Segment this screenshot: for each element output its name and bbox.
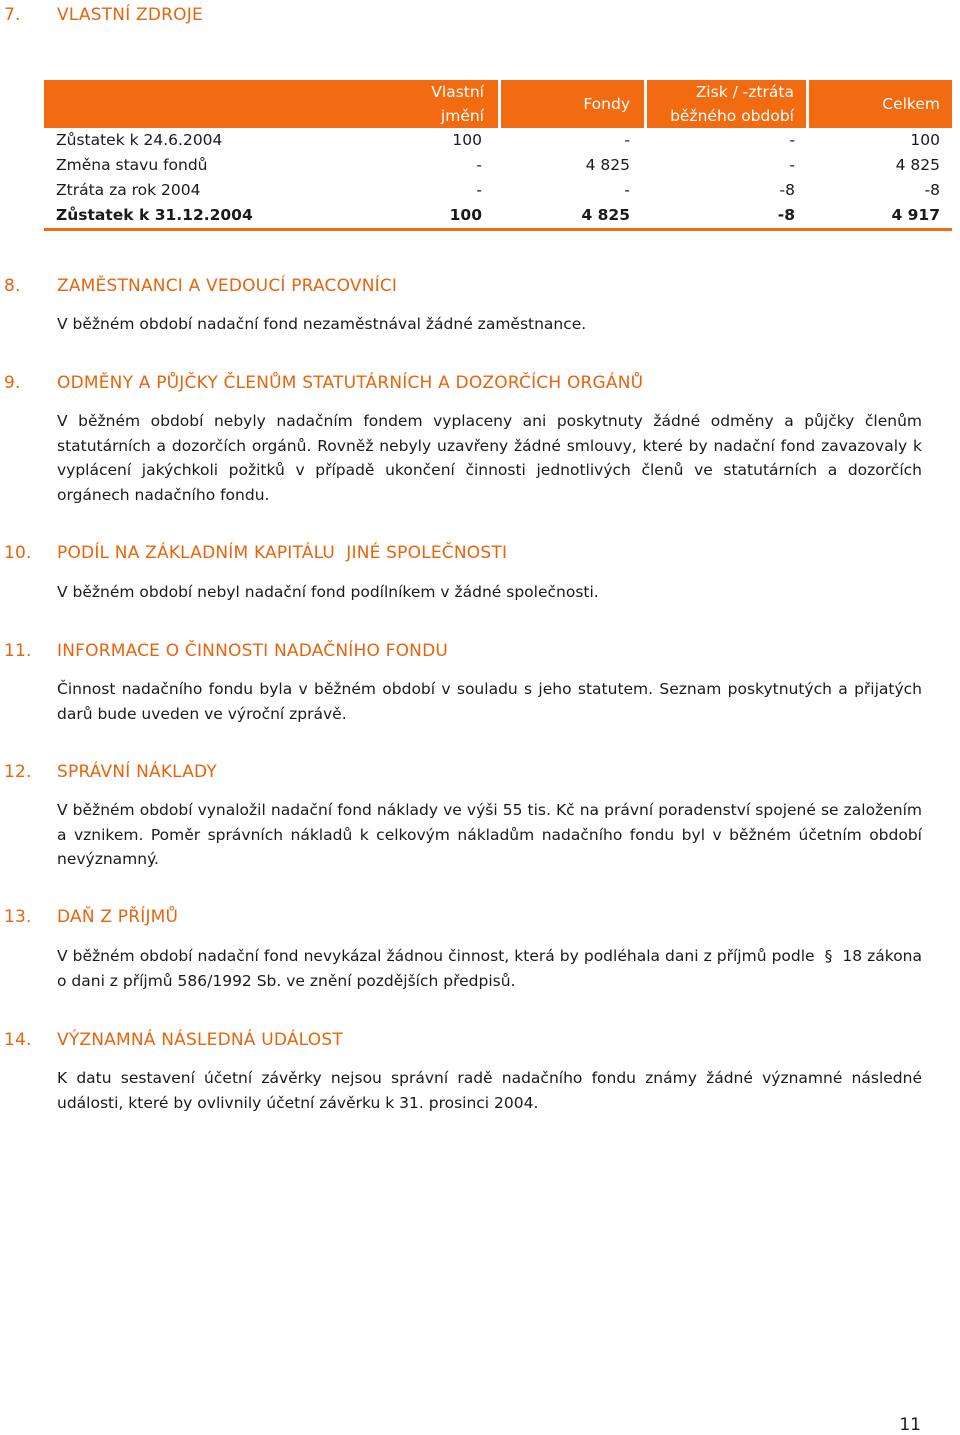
section-number: 7.	[4, 5, 21, 25]
section-10-text: V běžném období nebyl nadační fond podílníkem v žádné společnosti.	[57, 583, 599, 601]
row-label: Změna stavu fondů	[56, 156, 208, 174]
section-13-text	[57, 944, 922, 993]
header-fondy: Fondy	[583, 95, 630, 113]
header-separator	[806, 80, 809, 128]
cell-zisk-ztrata: -	[789, 131, 795, 149]
cell-fondy: 4 825	[585, 156, 630, 174]
cell-celkem: -8	[924, 181, 940, 199]
row-label: Zůstatek k 31.12.2004	[56, 206, 253, 224]
section-number: 11.	[4, 641, 32, 661]
cell-fondy: 4 825	[581, 206, 630, 224]
section-number: 13.	[4, 907, 32, 927]
cell-vlastni-jmeni: -	[476, 156, 482, 174]
section-number: 8.	[4, 276, 21, 296]
header-separator	[498, 80, 501, 128]
section-title: VÝZNAMNÁ NÁSLEDNÁ UDÁLOST	[57, 1030, 343, 1050]
table-header-row	[44, 80, 952, 128]
header-separator	[644, 80, 647, 128]
table-row	[44, 178, 952, 203]
header-celkem: Celkem	[882, 95, 940, 113]
section-title: ODMĚNY A PŮJČKY ČLENŮM STATUTÁRNÍCH A DOZORČÍCH ORGÁNŮ	[57, 373, 644, 393]
row-label: Ztráta za rok 2004	[56, 181, 201, 199]
section-title: VLASTNÍ ZDROJE	[57, 5, 203, 25]
cell-fondy: -	[624, 181, 630, 199]
table-row	[44, 128, 952, 153]
section-number: 14.	[4, 1030, 32, 1050]
section-symbol: §	[824, 947, 833, 965]
cell-celkem: 4 825	[895, 156, 940, 174]
section-title: PODÍL NA ZÁKLADNÍM KAPITÁLU JINÉ SPOLEČNOSTI	[57, 543, 508, 563]
section-number: 12.	[4, 762, 32, 782]
section-13-text-before: V běžném období nadační fond nevykázal žádnou činnost, která by podléhala dani z příjmů podle	[57, 947, 815, 965]
section-title: ZAMĚSTNANCI A VEDOUCÍ PRACOVNÍCI	[57, 276, 398, 296]
cell-vlastni-jmeni: 100	[449, 206, 482, 224]
section-title: SPRÁVNÍ NÁKLADY	[57, 762, 218, 782]
section-number: 9.	[4, 373, 21, 393]
table-body	[44, 128, 952, 228]
section-14-text: K datu sestavení účetní závěrky nejsou správní radě nadačního fondu známy žádné významné následné události, které by ovlivnily účetní závěrku k 31. prosinci 2004.	[57, 1069, 922, 1112]
section-9-text: V běžném období nebyly nadačním fondem vyplaceny ani poskytnuty žádné odměny a půjčky členům statutárních a dozorčích orgánů. Rovněž nebyly uzavřeny žádné smlouvy, které by nadační fond zavazovaly k vyplácení jakýchkoli požitků v případě ukončení činnosti jednotlivých členů ve statutárních a dozorčích orgánech nadačního fondu.	[57, 412, 922, 504]
header-zisk-ztrata: Zisk / -ztráta běžného období	[670, 83, 794, 125]
header-vlastni-jmeni: Vlastní jmění	[431, 83, 484, 125]
table-row-total	[44, 203, 952, 228]
cell-zisk-ztrata: -	[789, 156, 795, 174]
cell-vlastni-jmeni: -	[476, 181, 482, 199]
table-row	[44, 153, 952, 178]
section-13-text-after: 18 zákona o dani z příjmů 586/1992 Sb. ve znění pozdějších předpisů.	[57, 947, 923, 990]
section-number: 10.	[4, 543, 32, 563]
table-bottom-rule	[44, 228, 952, 231]
section-12-text: V běžném období vynaložil nadační fond náklady ve výši 55 tis. Kč na právní poradenství spojené se založením a vznikem. Poměr správních nákladů k celkovým nákladům nadačního fondu byl v běžném účetním období nevýznamný.	[57, 801, 922, 868]
page-number: 11	[899, 1415, 921, 1435]
equity-table	[44, 80, 952, 231]
section-title: INFORMACE O ČINNOSTI NADAČNÍHO FONDU	[57, 641, 449, 661]
cell-zisk-ztrata: -8	[779, 181, 795, 199]
cell-zisk-ztrata: -8	[777, 206, 795, 224]
cell-vlastni-jmeni: 100	[452, 131, 482, 149]
section-8-text: V běžném období nadační fond nezaměstnával žádné zaměstnance.	[57, 315, 587, 333]
cell-celkem: 4 917	[891, 206, 940, 224]
cell-fondy: -	[624, 131, 630, 149]
section-11-text: Činnost nadačního fondu byla v běžném období v souladu s jeho statutem. Seznam poskytnutých a přijatých darů bude uveden ve výroční zprávě.	[57, 680, 922, 723]
row-label: Zůstatek k 24.6.2004	[56, 131, 223, 149]
section-title: DAŇ Z PŘÍJMŮ	[57, 907, 179, 927]
cell-celkem: 100	[910, 131, 940, 149]
